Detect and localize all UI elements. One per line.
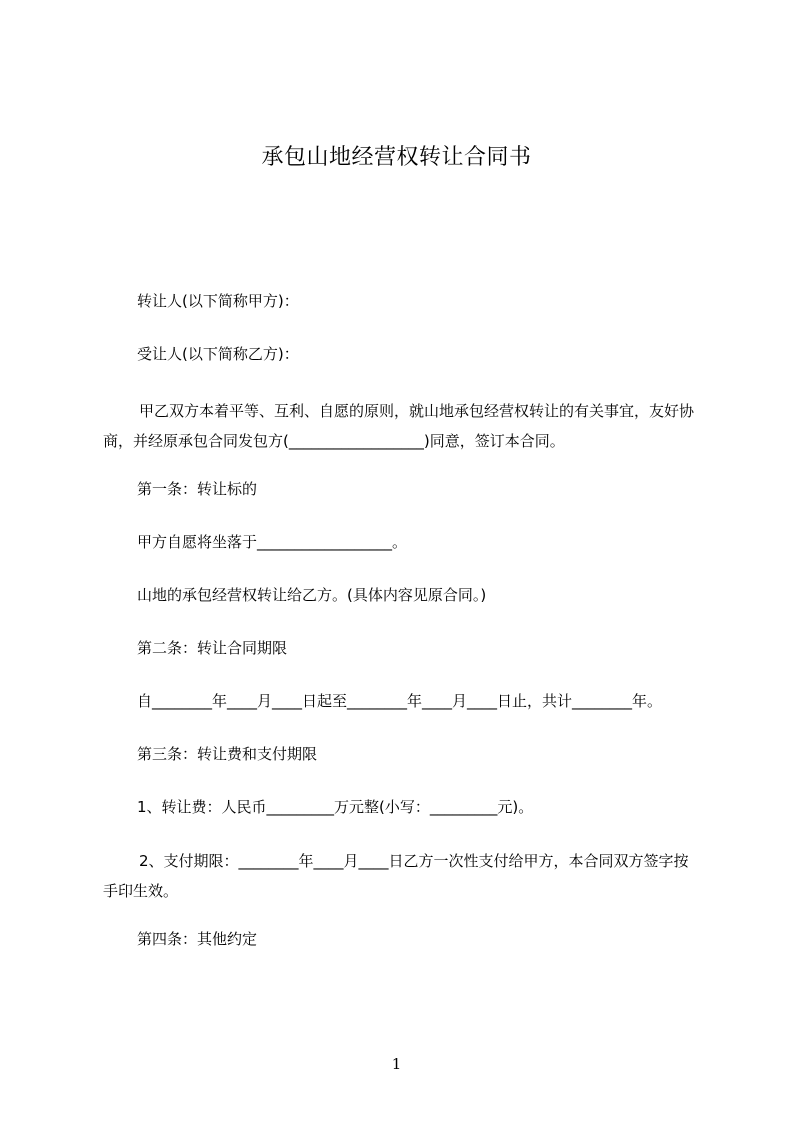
article1-location-line: 甲方自愿将坐落于__________________。 bbox=[137, 533, 408, 551]
document-title: 承包山地经营权转让合同书 bbox=[261, 145, 532, 170]
article3-payment-paragraph: 2、支付期限：________年____月____日乙方一次性支付给甲方，本合同双方签字按手印生效。 bbox=[103, 852, 689, 900]
article1-transfer-line: 山地的承包经营权转让给乙方。(具体内容见原合同。) bbox=[137, 586, 487, 604]
transferor-line: 转让人(以下简称甲方)： bbox=[137, 292, 299, 310]
article3-heading: 第三条：转让费和支付期限 bbox=[137, 745, 318, 763]
article1-heading: 第一条：转让标的 bbox=[137, 480, 258, 498]
page-number: 1 bbox=[391, 1055, 402, 1073]
preamble-paragraph: 甲乙双方本着平等、互利、自愿的原则，就山地承包经营权转让的有关事宜，友好协商，并经原承包合同发包方(__________________)同意，签订本合同。 bbox=[103, 402, 695, 450]
article4-heading: 第四条：其他约定 bbox=[137, 930, 258, 948]
transferee-line: 受让人(以下简称乙方)： bbox=[137, 345, 299, 363]
article2-heading: 第二条：转让合同期限 bbox=[137, 639, 288, 657]
article2-period-line: 自________年____月____日起至________年____月____日止，共计________年。 bbox=[137, 692, 663, 710]
article3-fee-line: 1、转让费：人民币_________万元整(小写：_________元)。 bbox=[137, 798, 534, 816]
